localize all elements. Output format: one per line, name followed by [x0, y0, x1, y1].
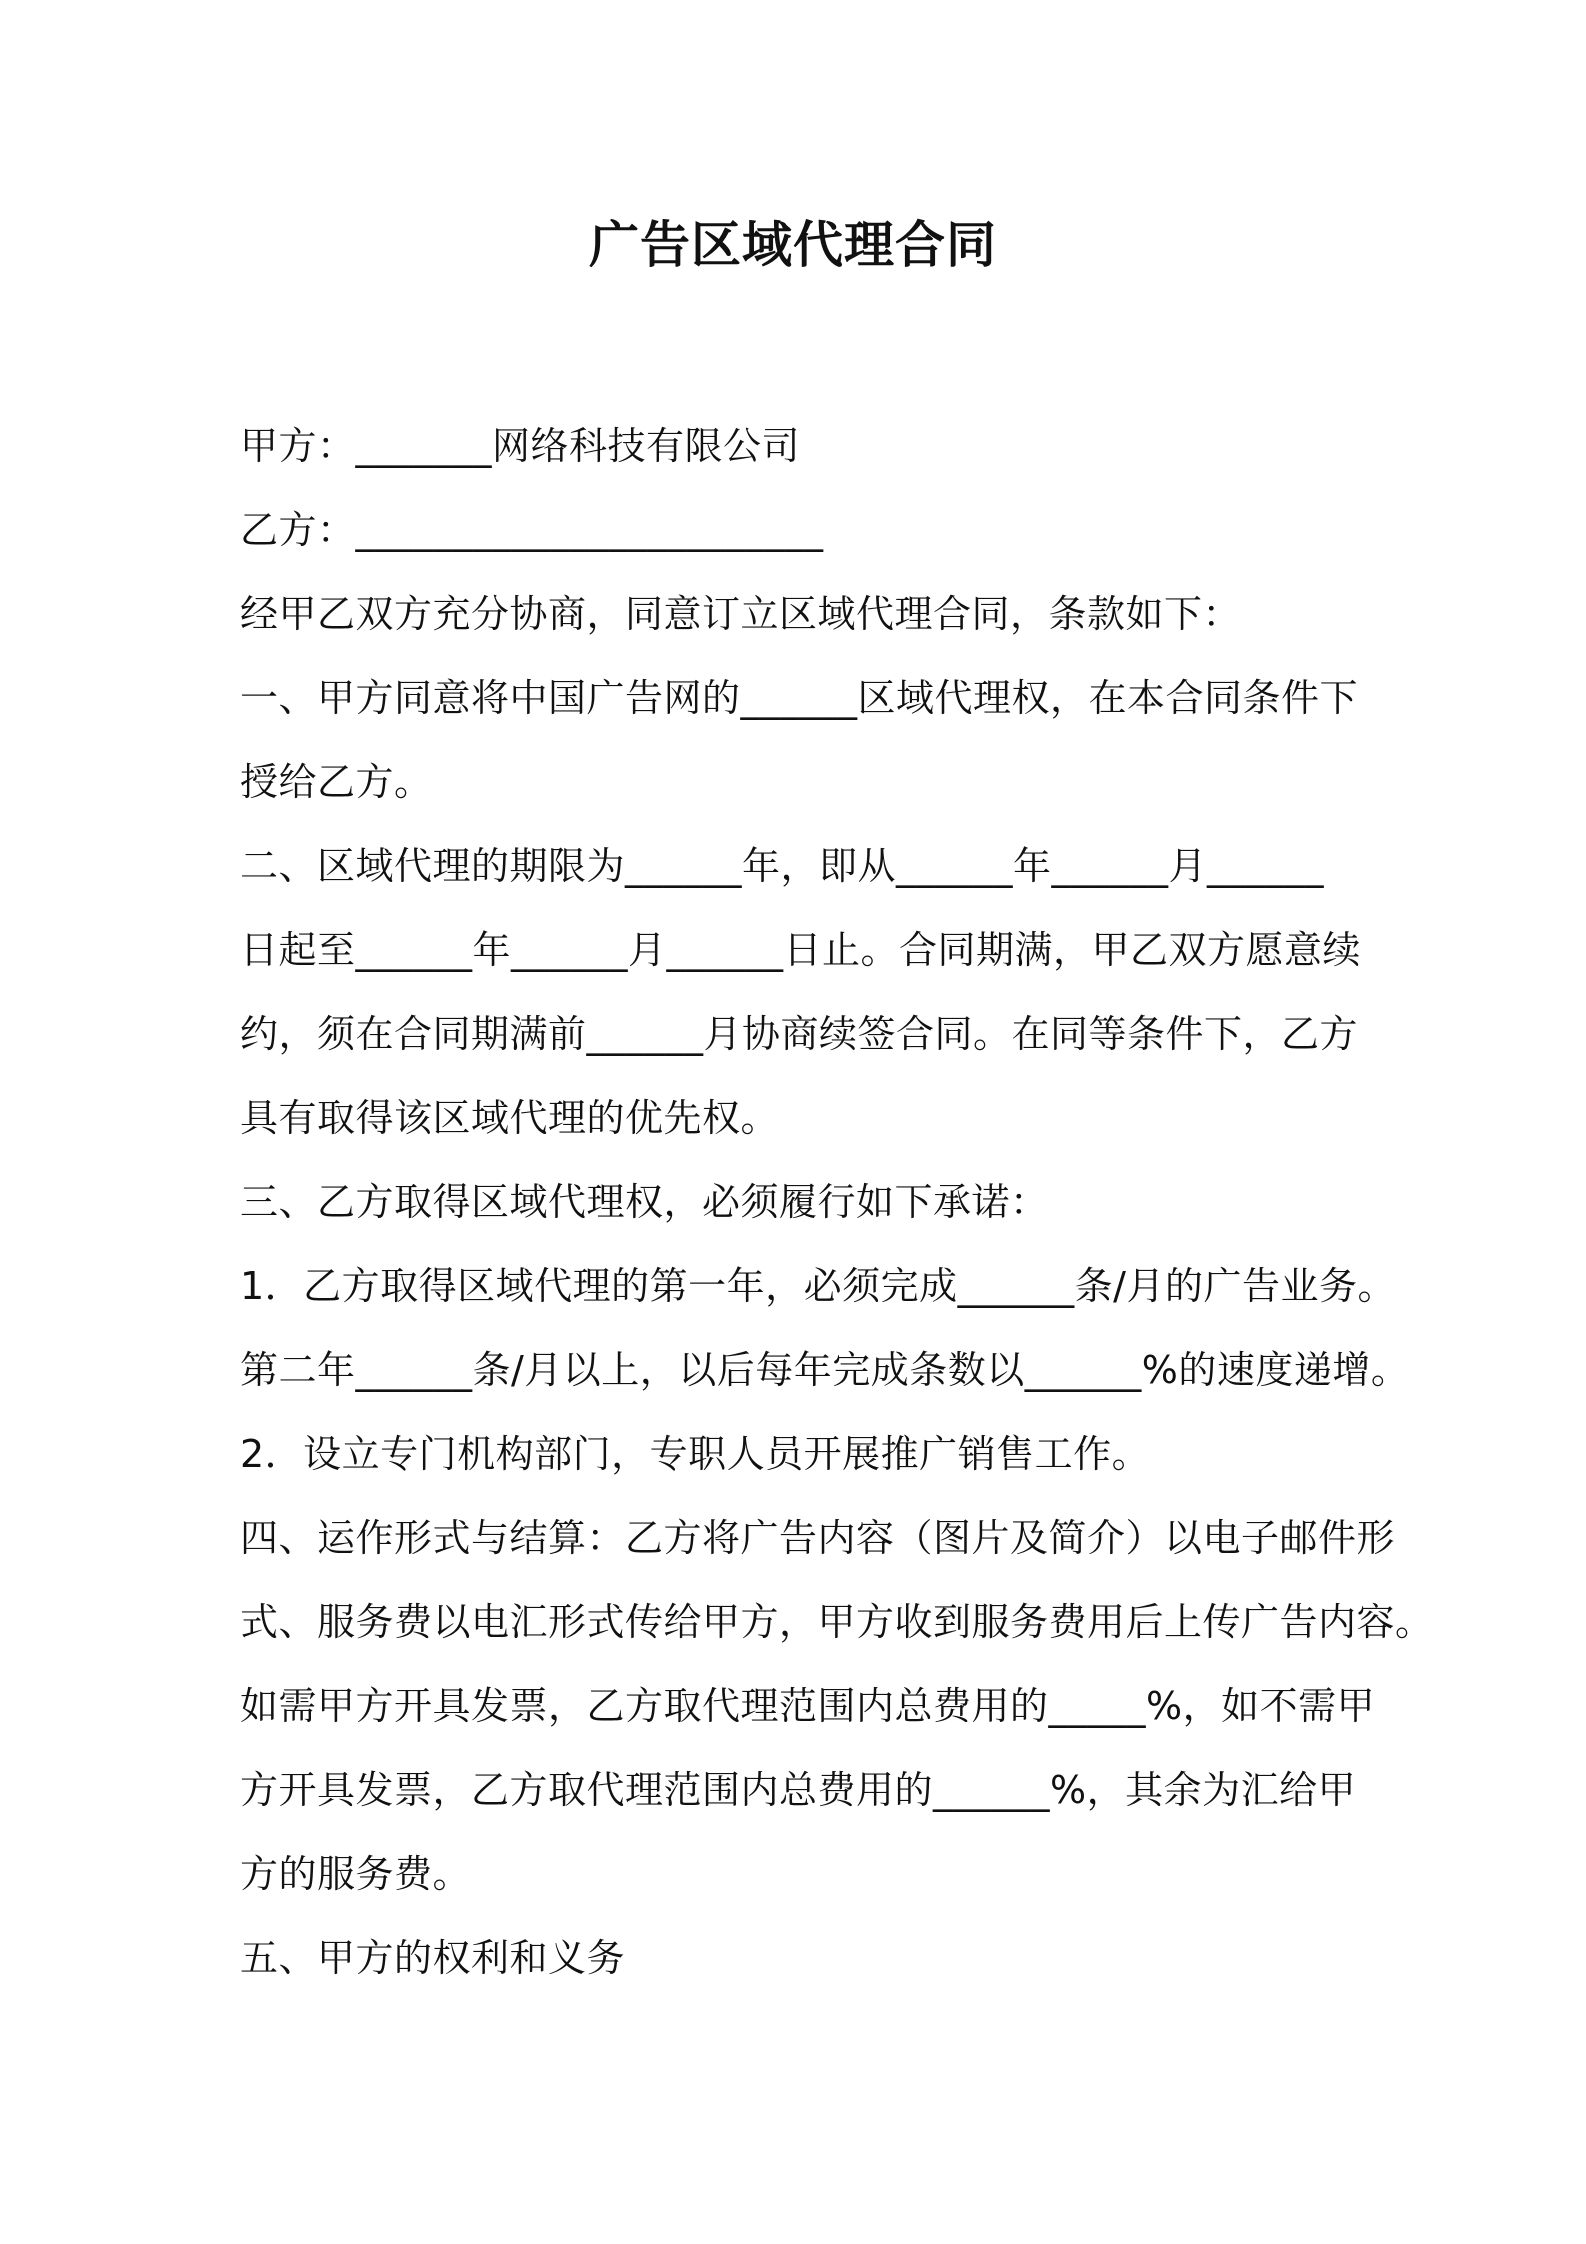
clause-5-heading: 五、甲方的权利和义务	[240, 1936, 626, 1980]
document-title: 广告区域代理合同	[589, 216, 997, 274]
clause-4-line-2: 式、服务费以电汇形式传给甲方，甲方收到服务费用后上传广告内容。	[240, 1600, 1434, 1644]
intro-line: 经甲乙双方充分协商，同意订立区域代理合同，条款如下：	[240, 592, 1242, 636]
party-a-line: 甲方：_______网络科技有限公司	[240, 424, 801, 468]
clause-4-line-3: 如需甲方开具发票，乙方取代理范围内总费用的_____%，如不需甲	[240, 1684, 1376, 1728]
clause-2-line-1: 二、区域代理的期限为______年，即从______年______月______	[240, 844, 1325, 888]
party-b-line: 乙方：________________________	[240, 508, 824, 552]
document-body	[240, 404, 1434, 2000]
clause-2-line-2: 日起至______年______月______日止。合同期满，甲乙双方愿意续	[240, 928, 1362, 972]
clause-3-item-2: 2．设立专门机构部门，专职人员开展推广销售工作。	[240, 1432, 1151, 1476]
clause-3-item-1-line-2: 第二年______条/月以上，以后每年完成条数以______%的速度递增。	[240, 1348, 1410, 1392]
clause-1-line-1: 一、甲方同意将中国广告网的______区域代理权，在本合同条件下	[240, 676, 1359, 720]
clause-4-line-5: 方的服务费。	[240, 1852, 472, 1896]
clause-4-line-1: 四、运作形式与结算：乙方将广告内容（图片及简介）以电子邮件形	[240, 1516, 1396, 1560]
clause-2-line-3: 约，须在合同期满前______月协商续签合同。在同等条件下，乙方	[240, 1012, 1359, 1056]
clause-4-line-4: 方开具发票，乙方取代理范围内总费用的______%，其余为汇给甲	[240, 1768, 1357, 1812]
clause-2-line-4: 具有取得该区域代理的优先权。	[240, 1096, 780, 1140]
clause-3-heading: 三、乙方取得区域代理权，必须履行如下承诺：	[240, 1180, 1049, 1224]
clause-3-item-1-line-1: 1．乙方取得区域代理的第一年，必须完成______条/月的广告业务。	[240, 1264, 1396, 1308]
clause-1-line-2: 授给乙方。	[240, 760, 433, 804]
